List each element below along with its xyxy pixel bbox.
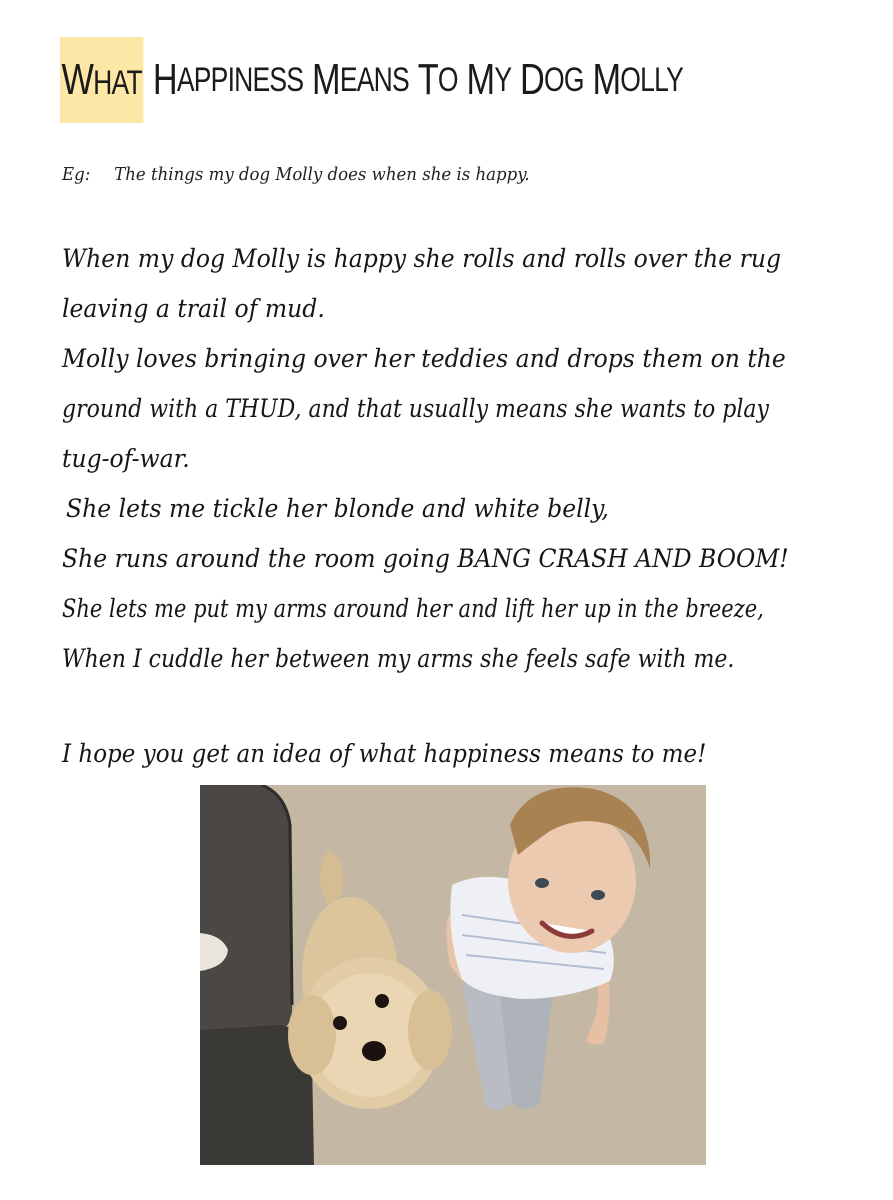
photo-girl-and-dog — [200, 785, 706, 1165]
example-line — [62, 164, 530, 185]
example-label: Eg: — [62, 164, 91, 185]
poem-line: When my dog Molly is happy she rolls and rolls over the rug — [62, 244, 782, 273]
title-highlight: WHAT — [60, 37, 143, 123]
example-text: The things my dog Molly does when she is happy. — [114, 164, 530, 185]
poem-line: She runs around the room going BANG CRASH AND BOOM! — [62, 544, 789, 573]
poem-line: ground with a THUD, and that usually means she wants to play — [62, 394, 769, 423]
poem-line: She lets me put my arms around her and lift her up in the breeze, — [62, 594, 764, 623]
poem-line: tug-of-war. — [62, 444, 190, 473]
poem-line: Molly loves bringing over her teddies and drops them on the — [62, 344, 786, 373]
closing-line: I hope you get an idea of what happiness means to me! — [62, 739, 707, 768]
poem-line: leaving a trail of mud. — [62, 294, 325, 323]
poem-line: When I cuddle her between my arms she feels safe with me. — [62, 644, 735, 673]
page-title: WHAT H APPINESS M EANS T O M Y D OG M OLLY — [60, 40, 683, 120]
poem-line: She lets me tickle her blonde and white belly, — [66, 494, 609, 523]
